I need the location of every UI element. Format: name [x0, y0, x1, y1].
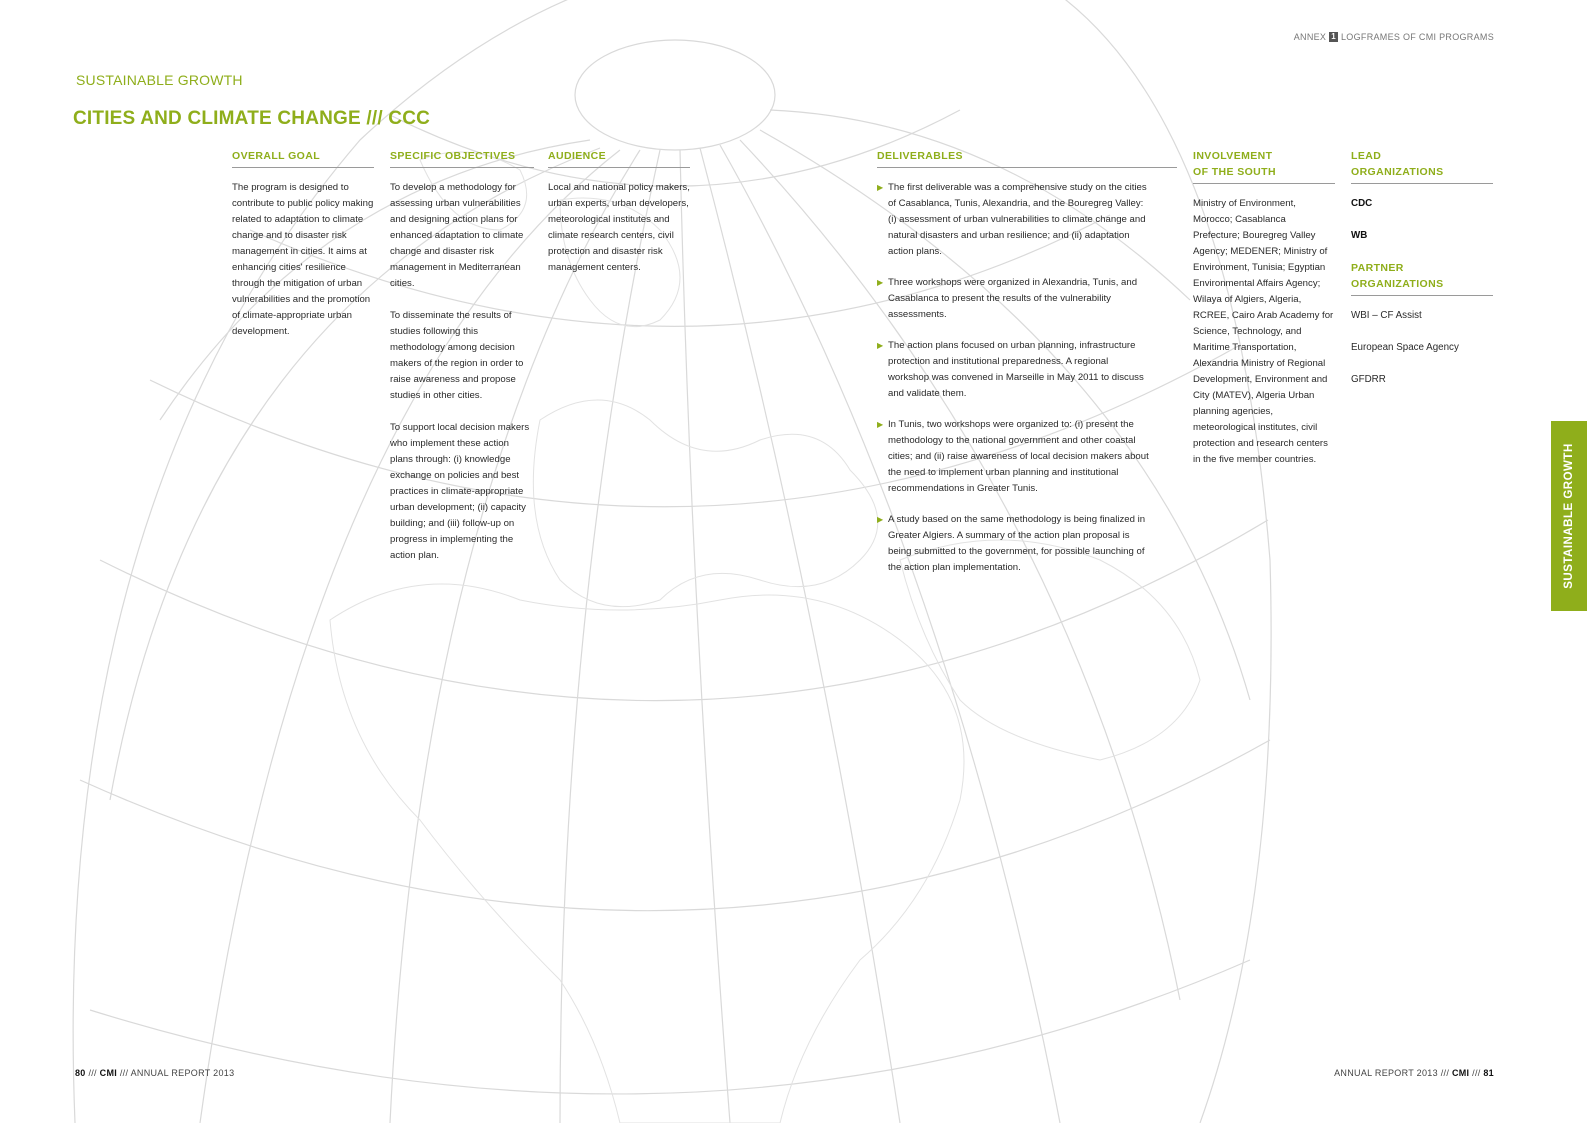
arrow-right-icon: ▶: [877, 183, 884, 192]
deliverable-item: ▶ A study based on the same methodology is being finalized in Greater Algiers. A summary of the action plan proposal is being submitted to the government, for possible launching of the action plan implementation.: [877, 514, 1146, 573]
page-number-left: 80: [75, 1068, 86, 1078]
annex-prefix: ANNEX: [1293, 32, 1327, 42]
lead-organizations-heading: LEAD ORGANIZATIONS: [1351, 148, 1493, 184]
deliverables-column: [877, 148, 1177, 591]
partner-org: WBI – CF Assist: [1351, 310, 1422, 321]
page-title: CITIES AND CLIMATE CHANGE /// CCC: [73, 108, 431, 129]
brand-left: CMI: [99, 1068, 118, 1078]
partner-org: GFDRR: [1351, 374, 1386, 385]
arrow-right-icon: ▶: [877, 278, 884, 287]
partner-org: European Space Agency: [1351, 342, 1459, 353]
objective-paragraph: To support local decision makers who implement these action plans through: (i) knowledge exchange on policies and best practices in climate-appropriate urban development; (ii) capacity building; and (iii) follow-up on progress in implementing the action plan.: [390, 422, 530, 561]
involvement-heading: INVOLVEMENT OF THE SOUTH: [1193, 148, 1335, 184]
footer-right: ANNUAL REPORT 2013 /// CMI /// 81: [1334, 1068, 1494, 1078]
overall-goal-column: [232, 148, 374, 356]
objective-paragraph: To develop a methodology for assessing urban vulnerabilities and designing action plans for enhanced adaptation to climate change and disaster risk management in Mediterranean cities.: [390, 182, 524, 289]
annex-header: [1294, 32, 1494, 42]
deliverable-item: ▶ In Tunis, two workshops were organized to: (i) present the methodology to the national government and other coastal cities; and (ii) raise awareness of local decision makers about the need to implement urban planning and institutional recommendations in Greater Tunis.: [877, 419, 1149, 494]
footer-left: 80 /// CMI /// ANNUAL REPORT 2013: [75, 1068, 235, 1078]
side-tab-label: SUSTAINABLE GROWTH: [1563, 443, 1575, 589]
deliverables-list: [877, 180, 1149, 576]
audience-paragraph: Local and national policy makers, urban experts, urban developers, meteorological institutes and climate research centers, civil protection and disaster risk management centers.: [548, 182, 690, 273]
organizations-column: [1351, 148, 1493, 404]
overall-goal-body: [232, 180, 374, 340]
audience-heading: AUDIENCE: [548, 148, 690, 168]
lead-org: WB: [1351, 230, 1368, 241]
audience-column: [548, 148, 690, 292]
brand-right: CMI: [1451, 1068, 1470, 1078]
partner-organizations-heading: PARTNER ORGANIZATIONS: [1351, 260, 1493, 296]
annex-title: LOGFRAMES OF CMI PROGRAMS: [1340, 32, 1494, 42]
side-tab: [1551, 421, 1587, 611]
deliverable-item: ▶ The first deliverable was a comprehensive study on the cities of Casablanca, Tunis, Alexandria, and the Bouregreg Valley: (i) assessment of urban vulnerabilities to climate change and natural disasters and urban resilience; and (ii) adaptation action plans.: [877, 182, 1147, 257]
overall-goal-paragraph: The program is designed to contribute to public policy making related to adaptation to climate change and to disaster risk management in cities. It aims at enhancing cities' resilience through the mitigation of urban vulnerabilities and the promotion of climate-appropriate urban development.: [232, 182, 374, 337]
section-label: SUSTAINABLE GROWTH: [76, 72, 243, 88]
report-name-right: ANNUAL REPORT 2013: [1334, 1068, 1438, 1078]
involvement-body: Ministry of Environment, Morocco; Casablanca Prefecture; Bouregreg Valley Agency; MEDENER; Ministry of Environment, Tunisia; Egyptian Environmental Affairs Agency; Wilaya of Algiers, Algeria, RCREE, Cairo Arab Academy for Science, Technology, and Maritime Transportation, Alexandria Ministry of Regional Development, Environment and City (MATEV), Algeria Urban planning agencies, meteorological institutes, civil protection and research centers in the five member countries.: [1193, 198, 1334, 465]
arrow-right-icon: ▶: [877, 341, 884, 350]
report-name-left: ANNUAL REPORT 2013: [130, 1068, 235, 1078]
annex-number: 1: [1331, 32, 1336, 41]
involvement-column: [1193, 148, 1335, 468]
audience-body: [548, 180, 690, 276]
page-number-right: 81: [1483, 1068, 1494, 1078]
deliverable-item: ▶ The action plans focused on urban planning, infrastructure protection and institutional preparedness. A regional workshop was convened in Marseille in May 2011 to discuss and validate them.: [877, 340, 1144, 399]
specific-objectives-column: [390, 148, 534, 580]
arrow-right-icon: ▶: [877, 420, 884, 429]
deliverables-heading: DELIVERABLES: [877, 148, 1177, 168]
partner-organizations-list: [1351, 308, 1493, 388]
deliverable-item: ▶ Three workshops were organized in Alexandria, Tunis, and Casablanca to present the results of the vulnerability assessments.: [877, 277, 1138, 320]
lead-org: CDC: [1351, 198, 1373, 209]
arrow-right-icon: ▶: [877, 515, 884, 524]
overall-goal-heading: OVERALL GOAL: [232, 148, 374, 168]
specific-objectives-heading: SPECIFIC OBJECTIVES: [390, 148, 534, 168]
lead-organizations-list: [1351, 196, 1493, 244]
objective-paragraph: To disseminate the results of studies following this methodology among decision makers of the region in order to raise awareness and propose studies in other cities.: [390, 310, 524, 401]
specific-objectives-body: [390, 180, 534, 564]
